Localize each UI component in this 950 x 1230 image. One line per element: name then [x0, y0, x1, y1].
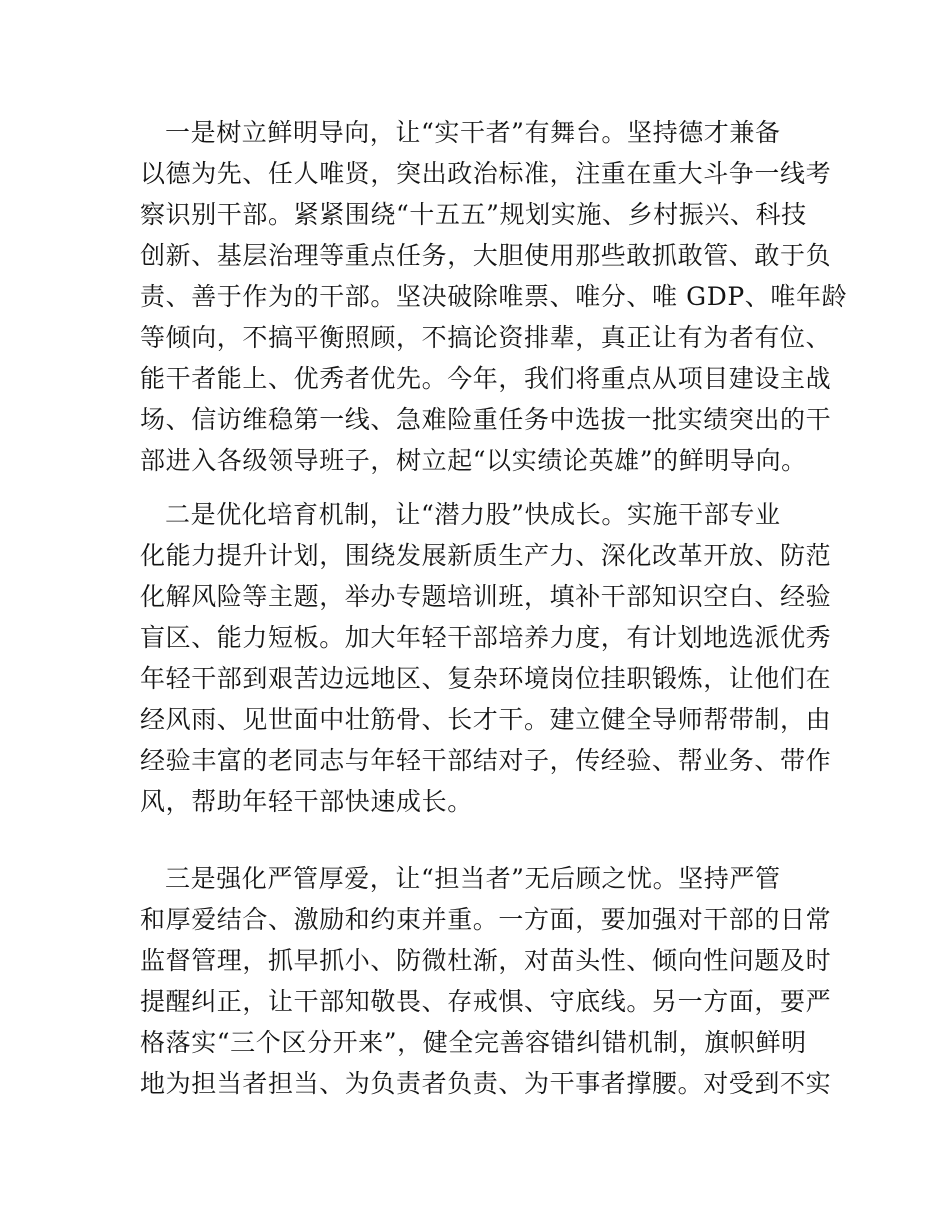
paragraph-line: 场、信访维稳第一线、急难险重任务中选拔一批实绩突出的干 [140, 405, 832, 434]
paragraph-2 [140, 494, 832, 822]
paragraph-line: 创新、基层治理等重点任务，大胆使用那些敢抓敢管、敢于负 [140, 241, 832, 270]
paragraph-line: 经风雨、见世面中壮筋骨、长才干。建立健全导师帮带制，由 [140, 705, 832, 734]
paragraph-3 [140, 858, 832, 1104]
paragraph-line: 能干者能上、优秀者优先。今年，我们将重点从项目建设主战 [140, 364, 832, 393]
paragraph-line: 二是优化培育机制，让“潜力股”快成长。实施干部专业 [165, 500, 781, 529]
paragraph-line: 三是强化严管厚爱，让“担当者”无后顾之忧。坚持严管 [165, 864, 781, 893]
paragraph-line: 化解风险等主题，举办专题培训班，填补干部知识空白、经验 [140, 582, 832, 611]
paragraph-line: 盲区、能力短板。加大年轻干部培养力度，有计划地选派优秀 [140, 623, 832, 652]
paragraph-line: 一是树立鲜明导向，让“实干者”有舞台。坚持德才兼备 [165, 118, 781, 147]
paragraph-1 [140, 112, 848, 481]
paragraph-line: 地为担当者担当、为负责者负责、为干事者撑腰。对受到不实 [140, 1069, 832, 1098]
paragraph-line: 年轻干部到艰苦边远地区、复杂环境岗位挂职锻炼，让他们在 [140, 664, 832, 693]
paragraph-line: 和厚爱结合、激励和约束并重。一方面，要加强对干部的日常 [140, 905, 832, 934]
paragraph-line: 部进入各级领导班子，树立起“以实绩论英雄”的鲜明导向。 [140, 446, 807, 475]
paragraph-line: 提醒纠正，让干部知敬畏、存戒惧、守底线。另一方面，要严 [140, 987, 832, 1016]
paragraph-line: 经验丰富的老同志与年轻干部结对子，传经验、帮业务、带作 [140, 746, 832, 775]
paragraph-line: 格落实“三个区分开来”，健全完善容错纠错机制，旗帜鲜明 [140, 1028, 807, 1057]
paragraph-line: 风，帮助年轻干部快速成长。 [140, 787, 473, 816]
paragraph-line: 责、善于作为的干部。坚决破除唯票、唯分、唯 GDP、唯年龄 [140, 282, 848, 311]
paragraph-line: 以德为先、任人唯贤，突出政治标准，注重在重大斗争一线考 [140, 159, 832, 188]
paragraph-line: 等倾向，不搞平衡照顾，不搞论资排辈，真正让有为者有位、 [140, 323, 832, 352]
paragraph-line: 察识别干部。紧紧围绕“十五五”规划实施、乡村振兴、科技 [140, 200, 807, 229]
paragraph-line: 化能力提升计划，围绕发展新质生产力、深化改革开放、防范 [140, 541, 832, 570]
paragraph-line: 监督管理，抓早抓小、防微杜渐，对苗头性、倾向性问题及时 [140, 946, 832, 975]
